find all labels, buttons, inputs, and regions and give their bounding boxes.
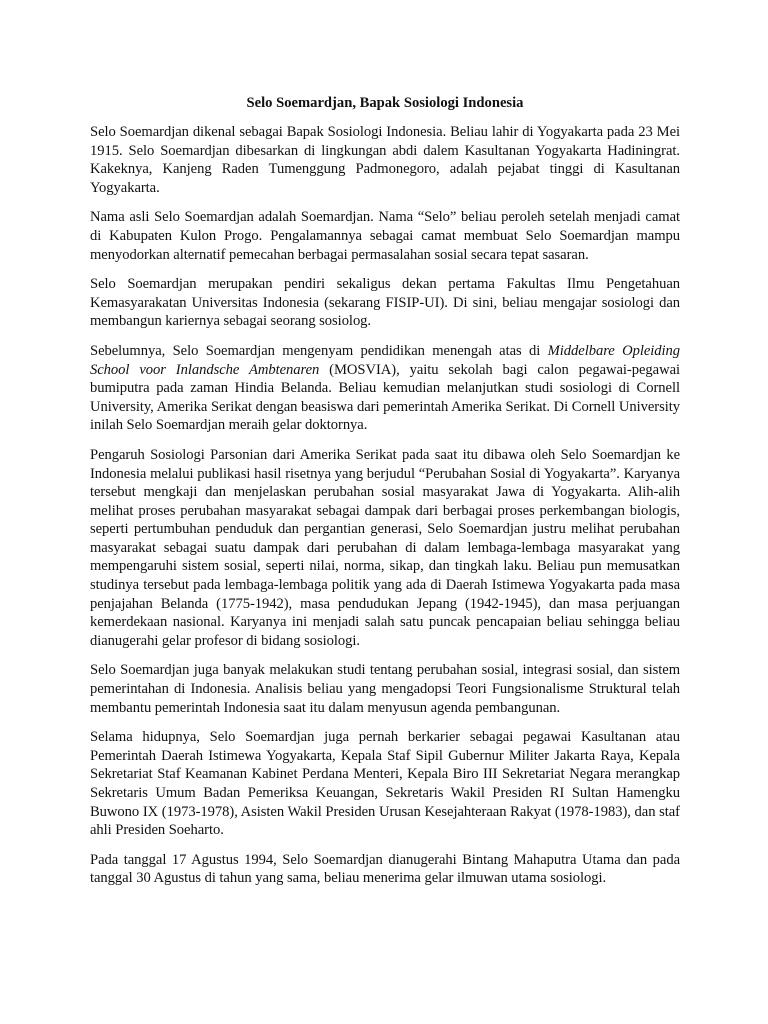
paragraph-4-after: (MOSVIA), yaitu sekolah bagi calon pegawai-pegawai bumiputra pada zaman Hindia Belanda. Beliau kemudian melanjutkan studi sosiologi di Cornell University, Amerika Serikat dengan beasiswa dari pemerintah Amerika Serikat. Di Cornell University inilah Selo Soemardjan meraih gelar doktornya. xyxy=(90,361,680,434)
paragraph-4 xyxy=(90,342,680,435)
paragraph-3: Selo Soemardjan merupakan pendiri sekaligus dekan pertama Fakultas Ilmu Pengetahuan Kemasyarakatan Universitas Indonesia (sekarang FISIP-UI). Di sini, beliau mengajar sosiologi dan membangun kariernya sebagai seorang sosiolog. xyxy=(90,276,680,330)
document-title: Selo Soemardjan, Bapak Sosiologi Indonesia xyxy=(246,95,524,111)
paragraph-4-before: Sebelumnya, Selo Soemardjan mengenyam pendidikan menengah atas di xyxy=(90,342,548,359)
paragraph-1: Selo Soemardjan dikenal sebagai Bapak Sosiologi Indonesia. Beliau lahir di Yogyakarta pada 23 Mei 1915. Selo Soemardjan dibesarkan di lingkungan abdi dalem Kasultanan Yogyakarta Hadiningrat. Kakeknya, Kanjeng Raden Tumenggung Padmonegoro, adalah pejabat tinggi di Kasultanan Yogyakarta. xyxy=(90,124,680,196)
paragraph-4-italic-school-name: Middelbare Opleiding School voor Inlandsche Ambtenaren xyxy=(90,342,681,378)
paragraph-2: Nama asli Selo Soemardjan adalah Soemardjan. Nama “Selo” beliau peroleh setelah menjadi camat di Kabupaten Kulon Progo. Pengalamannya sebagai camat membuat Selo Soemardjan mampu menyodorkan alternatif pemecahan berbagai permasalahan sosial secara tepat sasaran. xyxy=(90,209,680,263)
paragraph-5: Pengaruh Sosiologi Parsonian dari Amerika Serikat pada saat itu dibawa oleh Selo Soemardjan ke Indonesia melalui publikasi hasil risetnya yang berjudul “Perubahan Sosial di Yogyakarta”. Karyanya tersebut mengkaji dan menjelaskan perubahan sosial masyarakat Jawa di Yogyakarta. Alih-alih melihat proses perubahan masyarakat sebagai dampak dari berbagai proses perkembangan biologis, seperti pertumbuhan penduduk dan pergantian generasi, Selo Soemardjan justru melihat perubahan masyarakat sebagai suatu dampak dari perubahan di dalam lembaga-lembaga masyarakat yang mempengaruhi sistem sosial, seperti nilai, norma, sikap, dan tingkah laku. Beliau pun memusatkan studinya tersebut pada lembaga-lembaga politik yang ada di Daerah Istimewa Yogyakarta pada masa penjajahan Belanda (1775-1942), masa pendudukan Jepang (1942-1945), dan masa perjuangan kemerdekaan nasional. Karyanya ini menjadi salah satu puncak pencapaian beliau sehingga beliau dianugerahi gelar profesor di bidang sosiologi. xyxy=(90,446,680,649)
paragraph-6: Selo Soemardjan juga banyak melakukan studi tentang perubahan sosial, integrasi sosial, dan sistem pemerintahan di Indonesia. Analisis beliau yang mengadopsi Teori Fungsionalisme Struktural telah membantu pemerintah Indonesia saat itu dalam menyusun agenda pembangunan. xyxy=(90,662,680,716)
paragraph-7: Selama hidupnya, Selo Soemardjan juga pernah berkarier sebagai pegawai Kasultanan atau Pemerintah Daerah Istimewa Yogyakarta, Kepala Staf Sipil Gubernur Militer Jakarta Raya, Kepala Sekretariat Staf Keamanan Kabinet Perdana Menteri, Kepala Biro III Sekretariat Negara merangkap Sekretaris Umum Badan Pemeriksa Keuangan, Sekretaris Wakil Presiden RI Sultan Hamengku Buwono IX (1973-1978), Asisten Wakil Presiden Urusan Kesejahteraan Rakyat (1978-1983), dan staf ahli Presiden Soeharto. xyxy=(90,729,680,839)
paragraph-8: Pada tanggal 17 Agustus 1994, Selo Soemardjan dianugerahi Bintang Mahaputra Utama dan pada tanggal 30 Agustus di tahun yang sama, beliau menerima gelar ilmuwan utama sosiologi. xyxy=(90,851,680,887)
